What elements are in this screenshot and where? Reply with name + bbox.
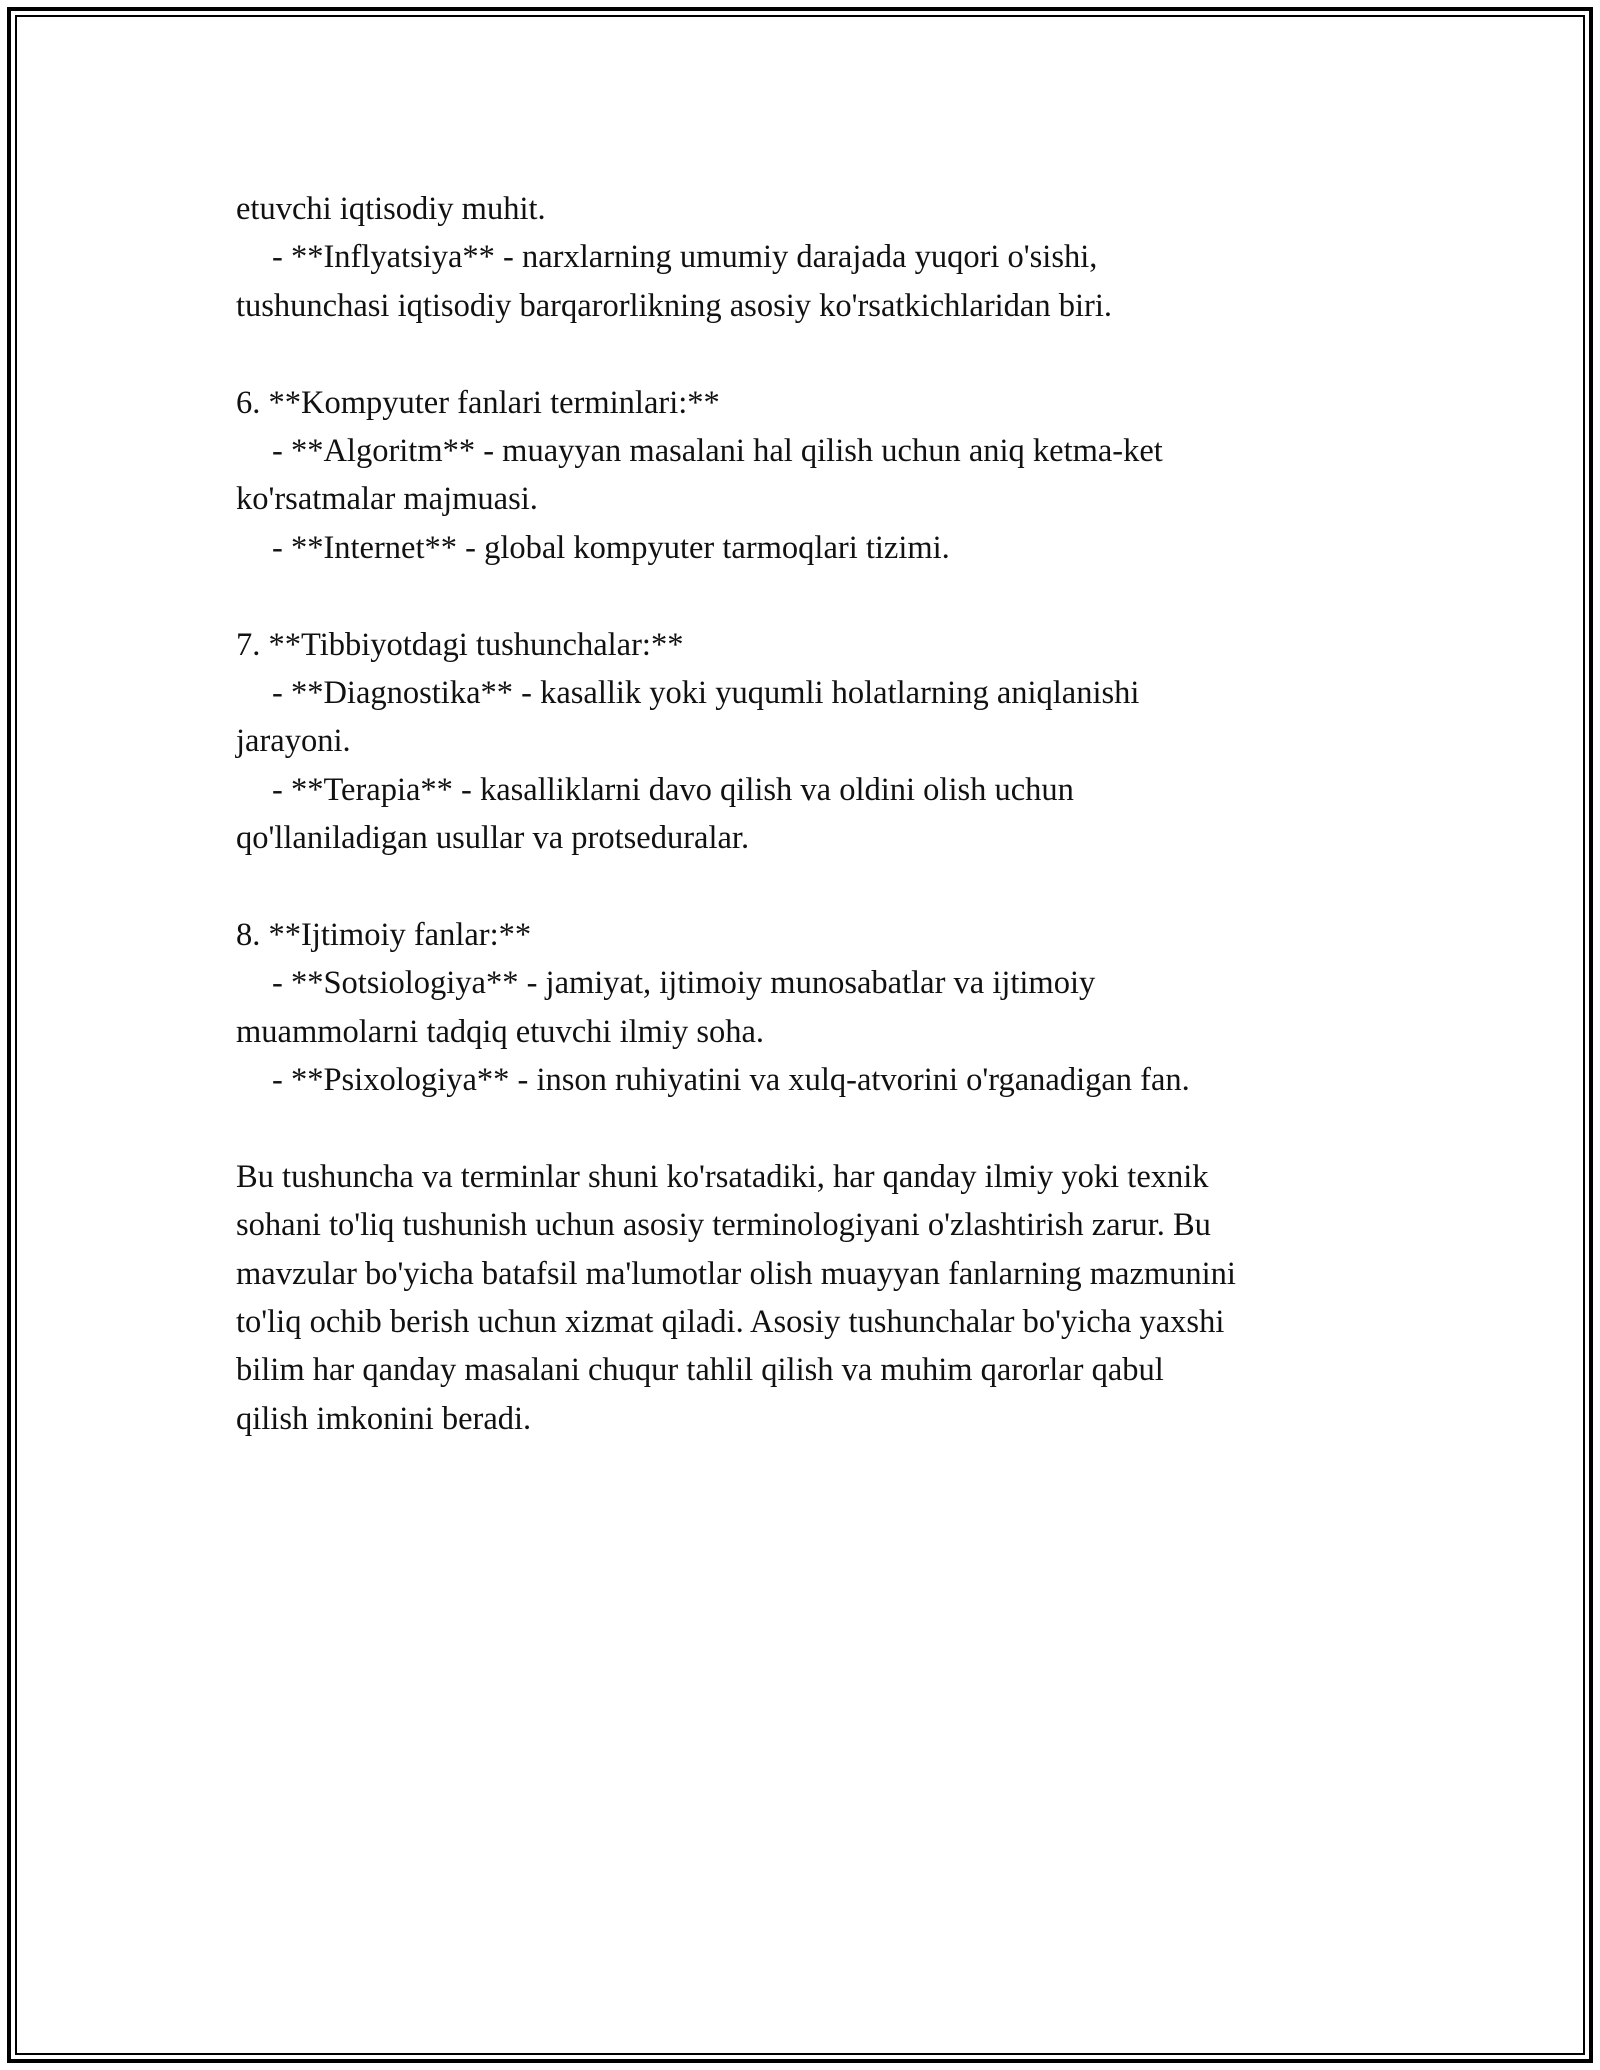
- paragraph-line: mavzular bo'yicha batafsil ma'lumotlar olish muayyan fanlarning mazmunini: [236, 1255, 1236, 1292]
- section-heading: 7. **Tibbiyotdagi tushunchalar:**: [236, 626, 684, 663]
- text-line: tushunchasi iqtisodiy barqarorlikning asosiy ko'rsatkichlaridan biri.: [236, 287, 1112, 324]
- section-heading: 8. **Ijtimoiy fanlar:**: [236, 916, 532, 953]
- list-item-line: - **Terapia** - kasalliklarni davo qilish va oldini olish uchun: [272, 771, 1074, 808]
- paragraph-line: to'liq ochib berish uchun xizmat qiladi. Asosiy tushunchalar bo'yicha yaxshi: [236, 1303, 1225, 1340]
- paragraph-line: bilim har qanday masalani chuqur tahlil qilish va muhim qarorlar qabul: [236, 1352, 1164, 1389]
- text-line: etuvchi iqtisodiy muhit.: [236, 191, 546, 227]
- blank-line: [236, 1104, 1386, 1152]
- text-line: qo'llaniladigan usullar va protseduralar.: [236, 820, 750, 857]
- document-body: [236, 185, 1386, 1443]
- text-line: ko'rsatmalar majmuasi.: [236, 481, 538, 518]
- blank-line: [236, 862, 1386, 910]
- list-item-line: - **Algoritm** - muayyan masalani hal qilish uchun aniq ketma-ket: [272, 432, 1163, 469]
- list-item-line: - **Psixologiya** - inson ruhiyatini va xulq-atvorini o'rganadigan fan.: [272, 1062, 1190, 1099]
- list-item-line: - **Internet** - global kompyuter tarmoqlari tizimi.: [272, 529, 950, 566]
- list-item-line: - **Sotsiologiya** - jamiyat, ijtimoiy munosabatlar va ijtimoiy: [272, 965, 1096, 1002]
- text-line: jarayoni.: [236, 723, 351, 760]
- list-item-line: - **Inflyatsiya** - narxlarning umumiy darajada yuqori o'sishi,: [272, 239, 1098, 276]
- paragraph-line: qilish imkonini beradi.: [236, 1400, 532, 1437]
- section-heading: 6. **Kompyuter fanlari terminlari:**: [236, 384, 720, 421]
- text-line: muammolarni tadqiq etuvchi ilmiy soha.: [236, 1013, 765, 1050]
- list-item-line: - **Diagnostika** - kasallik yoki yuqumli holatlarning aniqlanishi: [272, 674, 1140, 711]
- paragraph-line: Bu tushuncha va terminlar shuni ko'rsatadiki, har qanday ilmiy yoki texnik: [236, 1158, 1209, 1195]
- blank-line: [236, 330, 1386, 378]
- paragraph-line: sohani to'liq tushunish uchun asosiy terminologiyani o'zlashtirish zarur. Bu: [236, 1207, 1211, 1244]
- blank-line: [236, 572, 1386, 620]
